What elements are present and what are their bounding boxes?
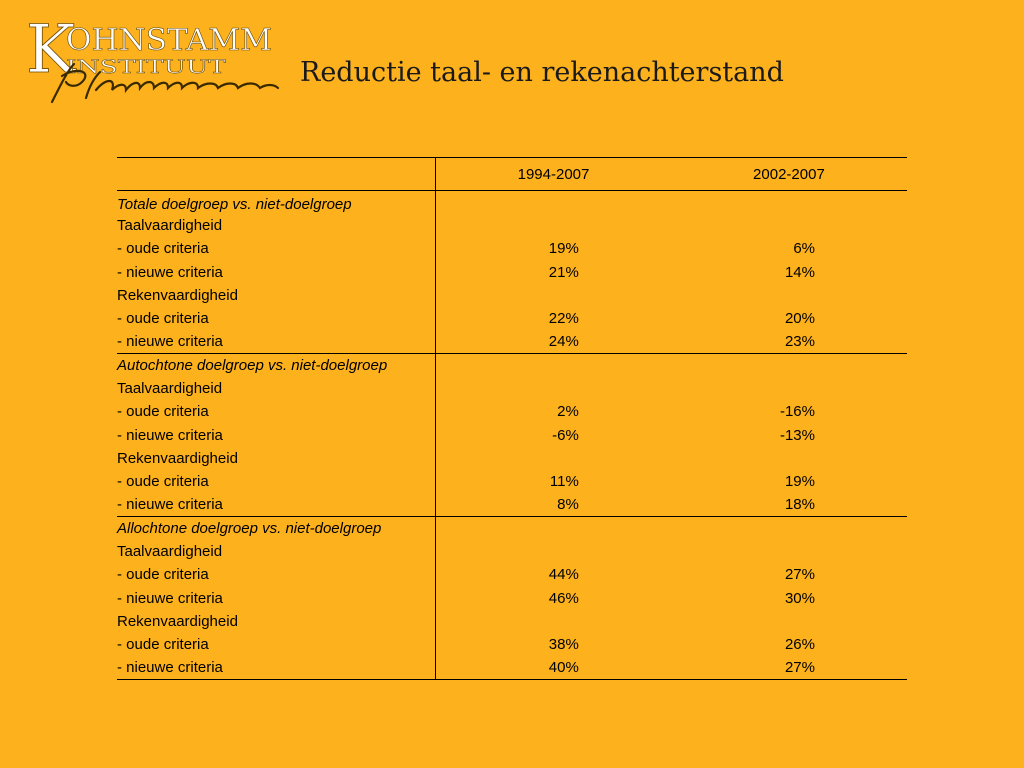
value-2002-2007: 19% (784, 473, 815, 491)
table-row (117, 587, 907, 610)
row-label: - nieuwe criteria (117, 493, 436, 516)
row-label: - oude criteria (117, 470, 436, 493)
value-2002-2007 (671, 284, 907, 307)
group-heading: Allochtone doelgroep vs. niet-doelgroep (117, 517, 436, 540)
value-2002-2007: 14% (784, 263, 815, 281)
value-2002-2007 (671, 610, 907, 633)
group-heading: Totale doelgroep vs. niet-doelgroep (117, 191, 436, 214)
table-row (117, 377, 907, 400)
table-row (117, 470, 907, 493)
value-1994-2007: 38% (548, 636, 579, 654)
row-label: - nieuwe criteria (117, 260, 436, 283)
logo-name: OHNSTAMM (66, 23, 272, 58)
table-row (117, 400, 907, 423)
value-2002-2007: 27% (784, 566, 815, 584)
table-header-row (117, 158, 907, 191)
value-1994-2007 (436, 517, 671, 540)
value-2002-2007: 20% (784, 310, 815, 328)
table-row (117, 284, 907, 307)
row-label: - nieuwe criteria (117, 587, 436, 610)
table-body (117, 191, 907, 680)
table-row (117, 633, 907, 656)
table-row (117, 214, 907, 237)
row-label: - nieuwe criteria (117, 330, 436, 353)
value-1994-2007: 24% (548, 333, 579, 351)
row-label: - nieuwe criteria (117, 423, 436, 446)
value-2002-2007 (671, 447, 907, 470)
table-row (117, 493, 907, 516)
header-period-1: 1994-2007 (436, 158, 671, 191)
value-1994-2007 (436, 447, 671, 470)
row-label: - oude criteria (117, 307, 436, 330)
value-1994-2007 (436, 191, 671, 214)
skill-heading: Taalvaardigheid (117, 377, 436, 400)
row-label: - oude criteria (117, 237, 436, 260)
slide-title: Reductie taal- en rekenachterstand (300, 57, 784, 88)
value-1994-2007 (436, 214, 671, 237)
skill-heading: Rekenvaardigheid (117, 447, 436, 470)
value-1994-2007 (436, 354, 671, 377)
table-row (117, 237, 907, 260)
value-1994-2007 (436, 377, 671, 400)
table-row (117, 307, 907, 330)
row-label: - nieuwe criteria (117, 656, 436, 679)
row-label: - oude criteria (117, 563, 436, 586)
value-2002-2007 (671, 214, 907, 237)
value-2002-2007: 26% (784, 636, 815, 654)
table-row (117, 423, 907, 446)
value-2002-2007: -16% (779, 403, 815, 421)
table-row (117, 610, 907, 633)
table-row (117, 517, 907, 540)
value-2002-2007 (671, 540, 907, 563)
value-2002-2007: 27% (671, 656, 907, 679)
value-2002-2007: 18% (784, 496, 815, 514)
row-label: - oude criteria (117, 633, 436, 656)
table-row (117, 447, 907, 470)
group-heading: Autochtone doelgroep vs. niet-doelgroep (117, 354, 436, 377)
value-1994-2007: -6% (552, 426, 579, 444)
logo-subtitle: INSTITUUT (66, 56, 227, 78)
value-2002-2007: -13% (779, 426, 815, 444)
value-2002-2007 (671, 354, 907, 377)
value-1994-2007 (436, 284, 671, 307)
data-table (117, 157, 907, 680)
value-2002-2007: 6% (793, 240, 815, 258)
value-2002-2007: 23% (784, 333, 815, 351)
value-1994-2007: 21% (548, 263, 579, 281)
kohnstamm-logo (22, 6, 284, 110)
skill-heading: Taalvaardigheid (117, 540, 436, 563)
header-period-2: 2002-2007 (671, 158, 907, 191)
value-2002-2007: 30% (784, 589, 815, 607)
skill-heading: Taalvaardigheid (117, 214, 436, 237)
table-row (117, 191, 907, 214)
table-row (117, 656, 907, 679)
table-row (117, 260, 907, 283)
value-2002-2007 (671, 517, 907, 540)
value-1994-2007 (436, 540, 671, 563)
skill-heading: Rekenvaardigheid (117, 284, 436, 307)
table-row (117, 540, 907, 563)
value-2002-2007 (671, 377, 907, 400)
value-1994-2007: 2% (557, 403, 579, 421)
value-1994-2007: 8% (557, 496, 579, 514)
table-row (117, 563, 907, 586)
header-label (117, 158, 436, 191)
skill-heading: Rekenvaardigheid (117, 610, 436, 633)
row-label: - oude criteria (117, 400, 436, 423)
value-1994-2007: 19% (548, 240, 579, 258)
results-table (117, 157, 907, 680)
value-1994-2007: 40% (436, 656, 671, 679)
table-row (117, 330, 907, 353)
value-1994-2007: 22% (548, 310, 579, 328)
table-row (117, 354, 907, 377)
value-1994-2007: 11% (549, 473, 579, 491)
value-1994-2007: 44% (548, 566, 579, 584)
value-1994-2007 (436, 610, 671, 633)
logo-initial: K (26, 11, 76, 88)
value-1994-2007: 46% (548, 589, 579, 607)
value-2002-2007 (671, 191, 907, 214)
